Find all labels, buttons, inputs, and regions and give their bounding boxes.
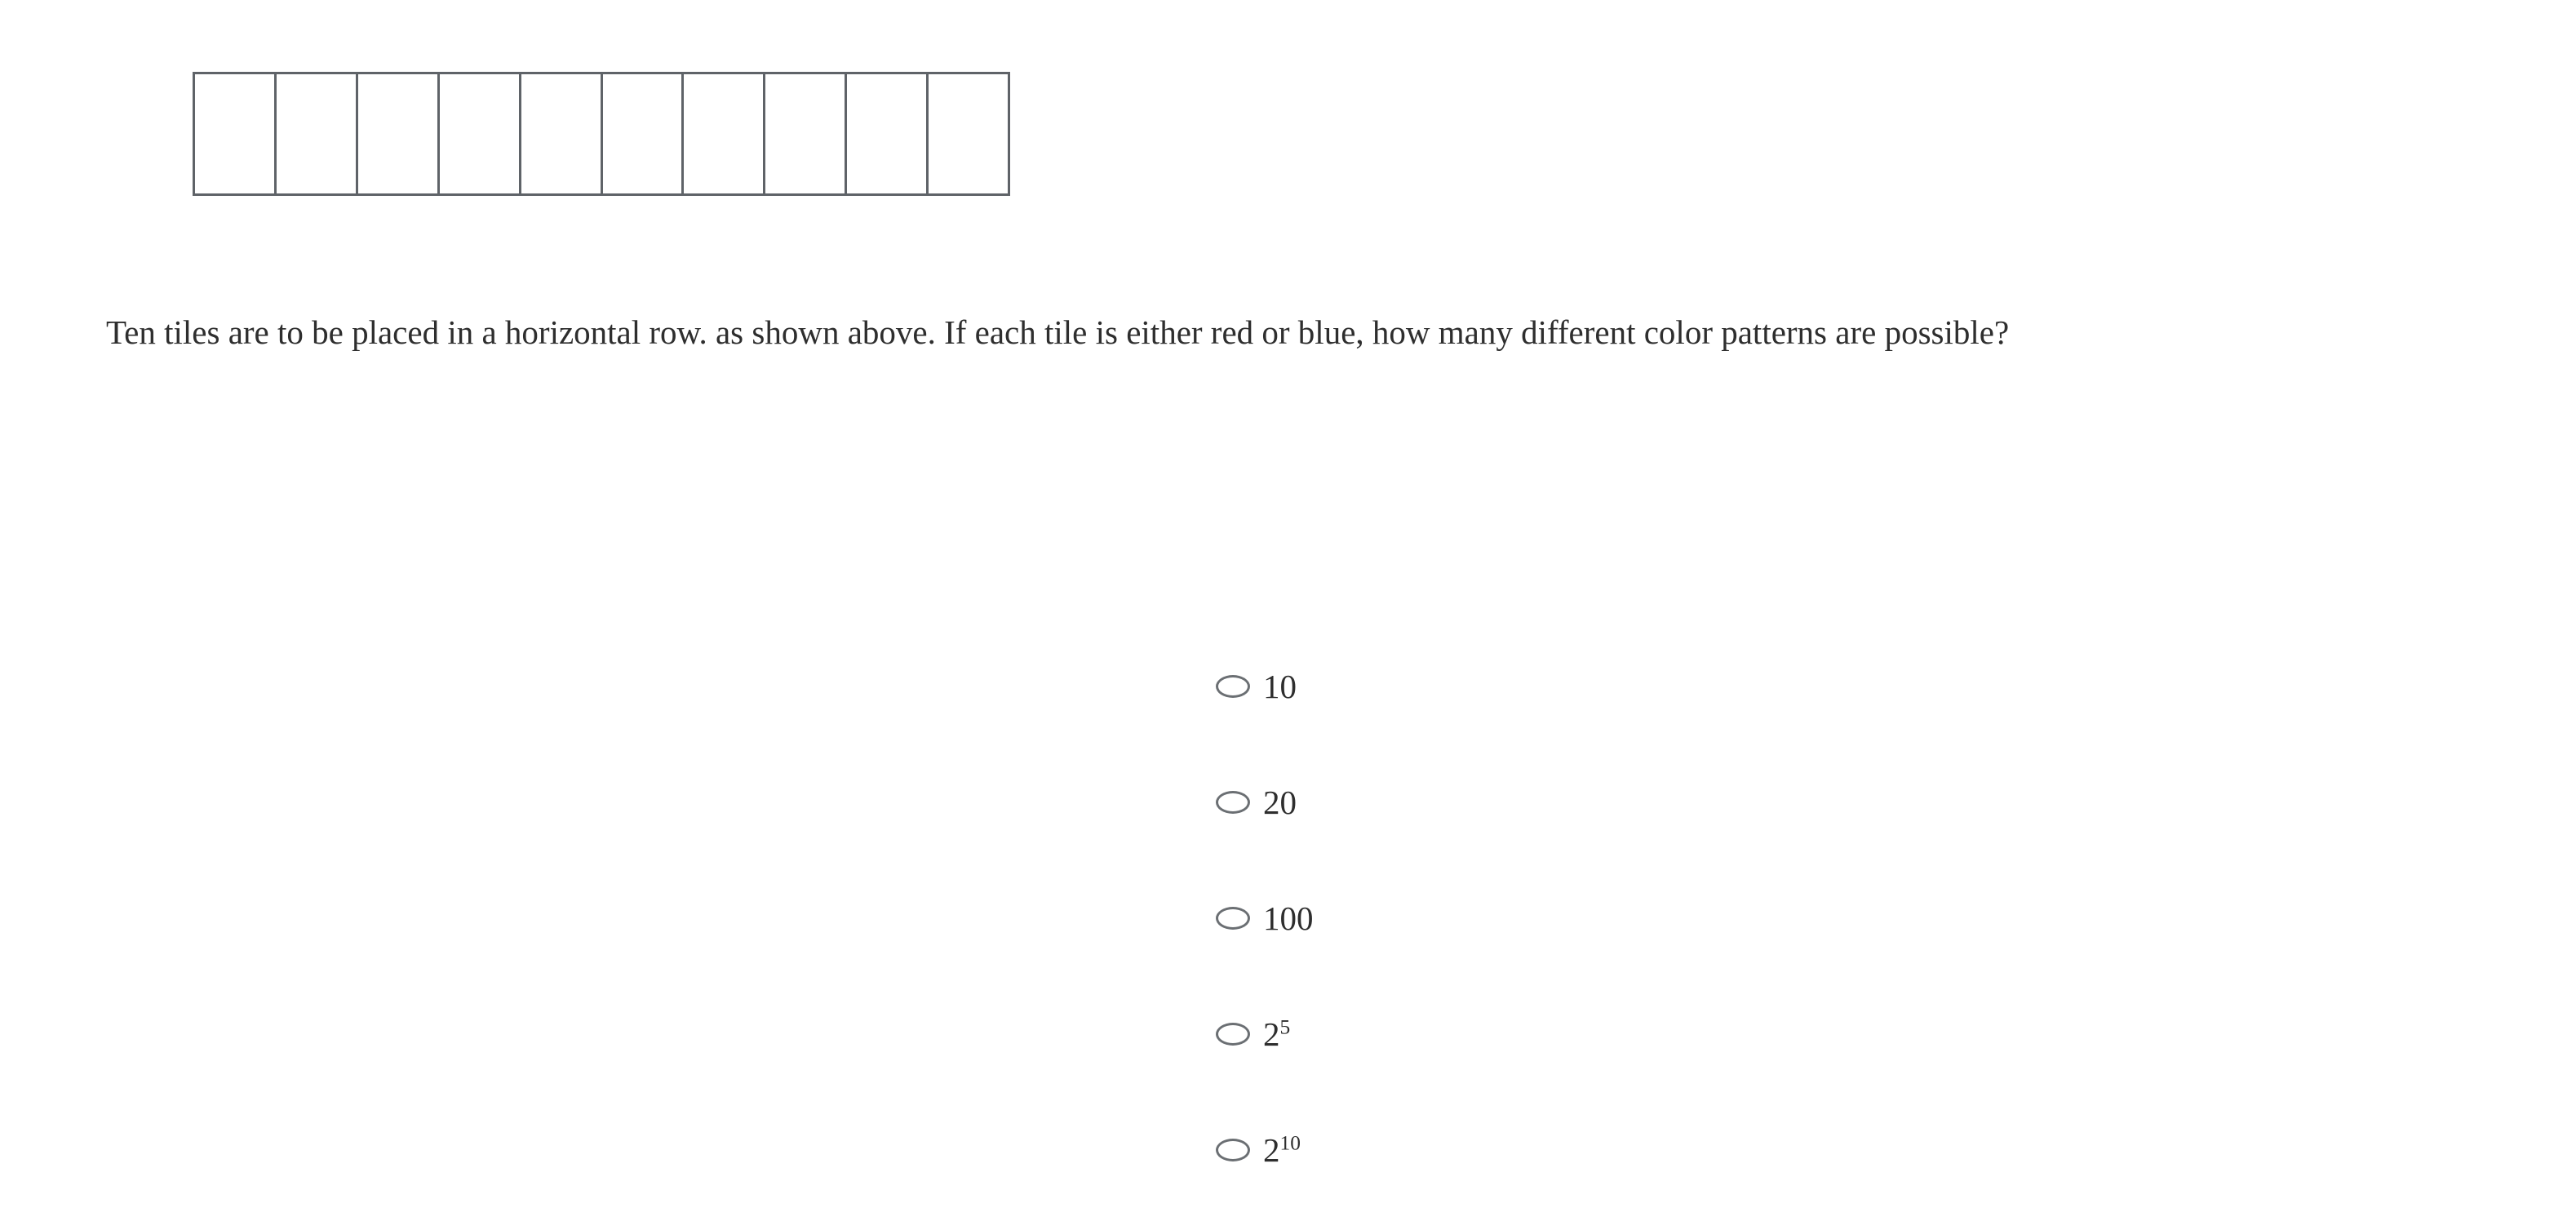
tile xyxy=(929,74,1008,193)
tile xyxy=(358,74,440,193)
radio-button-icon[interactable] xyxy=(1216,675,1250,698)
tile-row xyxy=(193,72,1010,196)
answer-choice-2[interactable] xyxy=(1216,860,1950,976)
answer-choice-exponent: 5 xyxy=(1279,1015,1291,1038)
answer-choice-label: 20 xyxy=(1263,783,1297,821)
tile-row-figure xyxy=(193,72,1010,196)
tile xyxy=(440,74,521,193)
tile xyxy=(277,74,358,193)
tile xyxy=(765,74,847,193)
answer-choice-1[interactable] xyxy=(1216,744,1950,860)
tile xyxy=(847,74,929,193)
tile xyxy=(195,74,277,193)
answer-choice-base: 2 xyxy=(1263,1130,1280,1169)
answer-choice-list xyxy=(1216,628,1950,1208)
answer-choice-3[interactable] xyxy=(1216,976,1950,1092)
radio-button-icon[interactable] xyxy=(1216,791,1250,814)
answer-choice-label xyxy=(1263,1130,1301,1169)
answer-choice-label xyxy=(1263,1015,1291,1053)
question-text: Ten tiles are to be placed in a horizontal row. as shown above. If each tile is either red or blue, how many different color patterns are possible? xyxy=(106,313,2010,351)
answer-choice-label: 10 xyxy=(1263,667,1297,705)
tile xyxy=(521,74,603,193)
radio-button-icon[interactable] xyxy=(1216,1139,1250,1161)
tile xyxy=(684,74,765,193)
radio-button-icon[interactable] xyxy=(1216,907,1250,930)
tile xyxy=(603,74,685,193)
radio-button-icon[interactable] xyxy=(1216,1023,1250,1046)
answer-choice-exponent: 10 xyxy=(1279,1130,1301,1154)
answer-choice-base: 2 xyxy=(1263,1015,1280,1053)
answer-choice-4[interactable] xyxy=(1216,1092,1950,1208)
answer-choice-label: 100 xyxy=(1263,899,1314,937)
answer-choice-0[interactable] xyxy=(1216,628,1950,744)
